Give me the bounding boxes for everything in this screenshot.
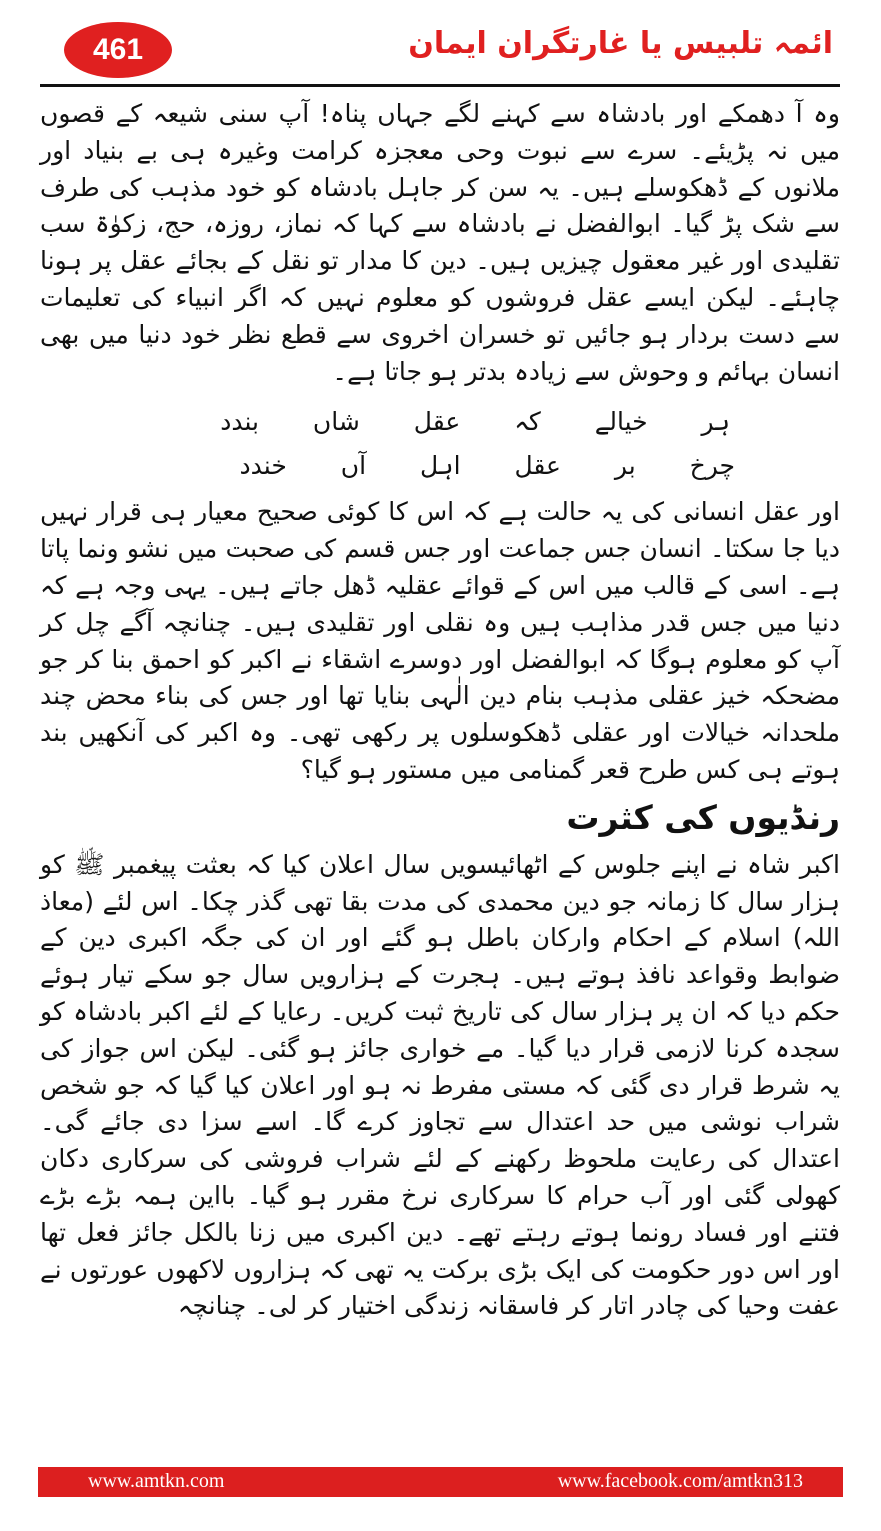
page-number-badge: 461 bbox=[64, 22, 172, 78]
persian-couplet bbox=[40, 400, 840, 488]
couplet-line-1: ہر خیالے کہ عقل شاں بندد bbox=[220, 407, 730, 437]
couplet-line-2: چرخ بر عقل اہل آں خندد bbox=[239, 451, 735, 481]
paragraph-1: وہ آ دھمکے اور بادشاہ سے کہنے لگے جہاں پناہ! آپ سنی شیعہ کے قصوں میں نہ پڑیئے۔ سرے سے نبوت وحی معجزہ کرامت وغیرہ ہی بے بنیاد اور ملانوں کے ڈھکوسلے ہیں۔ یہ سن کر جاہل بادشاہ کو خود مذہب کی طرف سے شک پڑ گیا۔ ابوالفضل نے بادشاہ سے کہا کہ نماز، روزہ، حج، زکوٰۃ سب تقلیدی اور غیر معقول چیزیں ہیں۔ دین کا مدار تو نقل کے بجائے عقل پر ہونا چاہئے۔ لیکن ایسے عقل فروشوں کو معلوم نہیں کہ اگر انبیاء کی تعلیمات سے دست بردار ہو جائیں تو خسران اخروی سے قطع نظر خود دنیا میں بھی انسان بہائم و وحوش سے زیادہ بدتر ہو جاتا ہے۔ bbox=[40, 99, 840, 386]
header-divider bbox=[40, 84, 840, 87]
facebook-link[interactable]: www.facebook.com/amtkn313 bbox=[557, 1470, 803, 1492]
page-header bbox=[38, 20, 843, 80]
website-link[interactable]: www.amtkn.com bbox=[88, 1470, 225, 1492]
book-title: ائمہ تلبیس یا غارتگران ایمان bbox=[408, 26, 833, 61]
page-body bbox=[40, 96, 840, 1325]
paragraph-2: اور عقل انسانی کی یہ حالت ہے کہ اس کا کوئی صحیح معیار ہی قرار نہیں دیا جا سکتا۔ انسان جس جماعت اور جس قسم کی صحبت میں نشو ونما پاتا ہے۔ اسی کے قالب میں اس کے قوائے عقلیہ ڈھل جاتے ہیں۔ یہی وجہ ہے کہ دنیا میں جس قدر مذاہب ہیں وہ نقلی اور تقلیدی ہیں۔ چنانچہ آگے چل کر آپ کو معلوم ہوگا کہ ابوالفضل اور دوسرے اشقاء نے اکبر کو احمق بنا کر جو مضحکہ خیز عقلی مذہب بنام دین الٰہی بنایا تھا اور جس کی بناء محض چند ملحدانہ خیالات اور عقلی ڈھکوسلوں پر رکھی تھی۔ وہ اکبر کی آنکھیں بند ہوتے ہی کس طرح قعر گمنامی میں مستور ہو گیا؟ bbox=[40, 497, 840, 784]
page-footer bbox=[38, 1467, 843, 1497]
section-heading: رنڈیوں کی کثرت bbox=[566, 797, 840, 837]
paragraph-3: اکبر شاہ نے اپنے جلوس کے اٹھائیسویں سال اعلان کیا کہ بعثت پیغمبر ﷺ کو ہزار سال کا زمانہ جو دین محمدی کی مدت بقا تھی گذر چکا۔ اس لئے (معاذ اللہ) اسلام کے احکام وارکان باطل ہو گئے اور ان کی جگہ اکبری دین کے ضوابط وقواعد نافذ ہوتے ہیں۔ ہجرت کے ہزارویں سال جو سکے تیار ہوئے حکم دیا کہ ان پر ہزار سال کی تاریخ ثبت کریں۔ رعایا کے لئے اکبر بادشاہ کو سجدہ کرنا لازمی قرار دیا گیا۔ مے خواری جائز ہو گئی۔ لیکن اس جواز کی یہ شرط قرار دی گئی کہ مستی مفرط نہ ہو اور اعلان کیا گیا کہ جو شخص شراب نوشی میں حد اعتدال سے تجاوز کرے گا۔ اسے سزا دی جائے گی۔ اعتدال کی رعایت ملحوظ رکھنے کے لئے شراب فروشی کی سرکاری دکان کھولی گئی اور آب حرام کا سرکاری نرخ مقرر ہو گیا۔ بااین ہمہ بڑے بڑے فتنے اور فساد رونما ہوتے رہتے تھے۔ دین اکبری میں زنا بالکل جائز فعل تھا اور اس دور حکومت کی ایک بڑی برکت یہ تھی کہ ہزاروں لاکھوں عورتوں نے عفت وحیا کی چادر اتار کر فاسقانہ زندگی اختیار کر لی۔ چنانچہ bbox=[40, 849, 840, 1321]
